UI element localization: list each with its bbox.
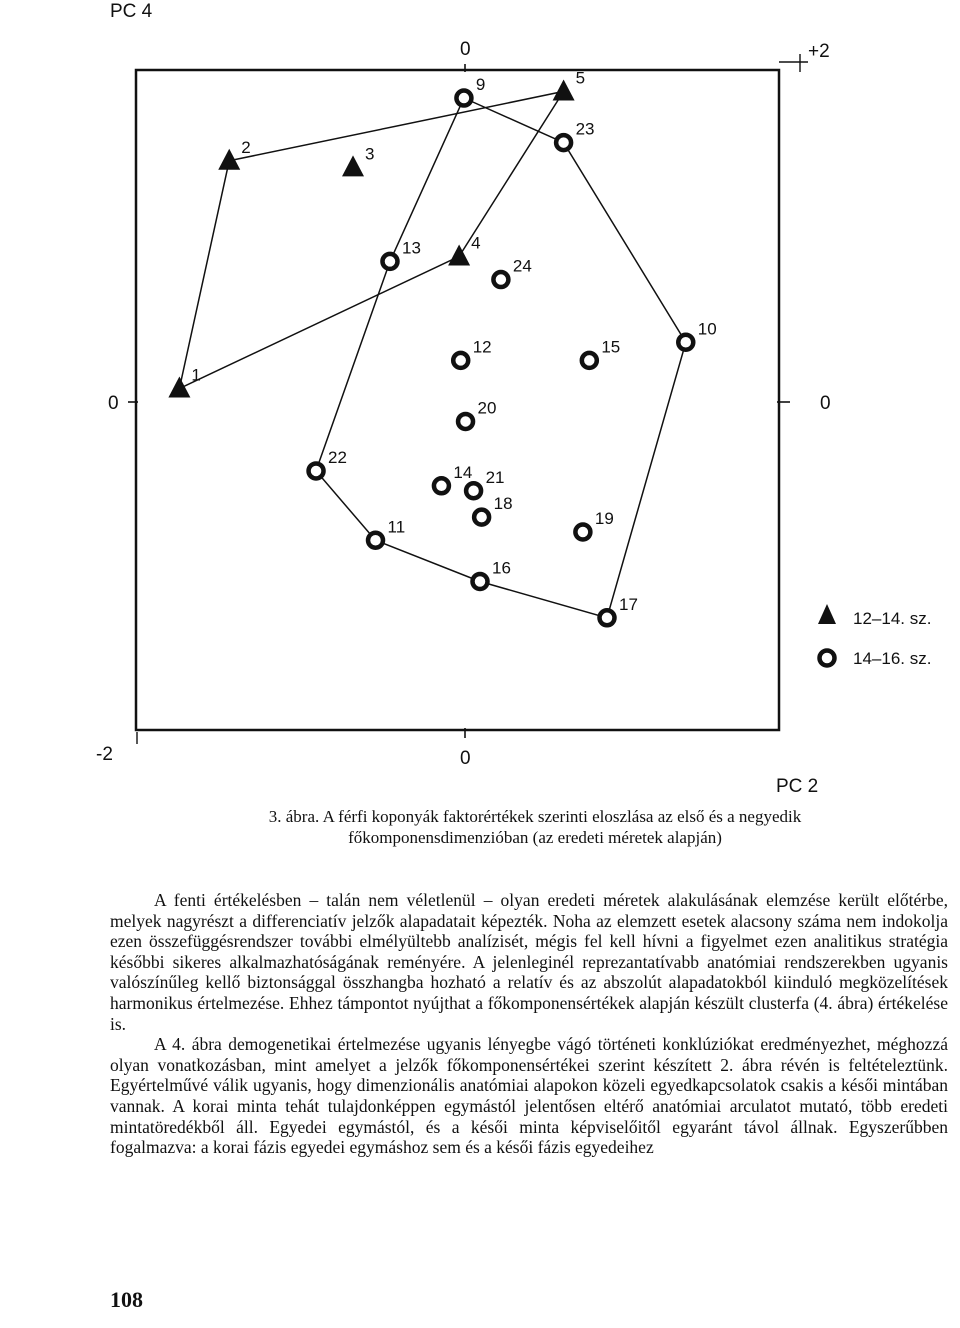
point-14: [434, 478, 449, 493]
point-label-13: 13: [401, 238, 421, 258]
point-13: [382, 254, 397, 269]
point-11: [368, 533, 383, 548]
point-label-4: 4: [471, 233, 481, 253]
point-label-3: 3: [365, 144, 375, 164]
point-label-24: 24: [512, 256, 532, 276]
point-label-20: 20: [477, 398, 497, 418]
point-label-22: 22: [328, 447, 347, 467]
legend-triangle-icon: [818, 604, 836, 624]
point-label-16: 16: [492, 558, 511, 578]
legend-label-triangle: 12–14. sz.: [853, 609, 932, 628]
data-points: [168, 68, 716, 625]
bottom-left-label: -2: [96, 744, 113, 765]
point-5: [553, 79, 575, 100]
body-text: [110, 890, 948, 1158]
point-label-9: 9: [475, 75, 486, 95]
point-4: [448, 244, 470, 265]
figure-caption: [190, 806, 880, 848]
top-right-label: +2: [808, 41, 830, 62]
point-9: [456, 91, 471, 106]
point-label-23: 23: [575, 119, 595, 139]
caption-line-1: 3. ábra. A férfi koponyák faktorértékek szerinti eloszlása az első és a negyedik: [268, 807, 802, 826]
legend: [818, 604, 931, 668]
point-label-1: 1: [191, 365, 201, 385]
left-zero-label: 0: [108, 393, 119, 414]
point-15: [582, 353, 597, 368]
legend-circle-icon: [820, 651, 835, 666]
hull-outline-1: [179, 91, 563, 388]
point-1: [168, 376, 190, 397]
x-axis-label: PC 2: [776, 776, 819, 797]
figure-header-label: PC 4: [110, 1, 153, 22]
point-label-21: 21: [485, 467, 505, 487]
point-23: [556, 135, 571, 150]
point-label-10: 10: [697, 319, 717, 339]
point-17: [599, 610, 614, 625]
point-label-12: 12: [472, 337, 492, 357]
point-label-17: 17: [618, 594, 638, 614]
point-21: [466, 483, 481, 498]
caption-line-2: főkomponensdimenzióban (az eredeti méretek alapján): [348, 828, 722, 847]
point-12: [453, 353, 468, 368]
point-label-19: 19: [594, 509, 614, 528]
point-label-15: 15: [601, 337, 621, 357]
point-24: [493, 272, 508, 287]
top-zero-label: 0: [460, 39, 471, 60]
point-label-18: 18: [493, 494, 513, 514]
legend-label-circle: 14–16. sz.: [853, 649, 932, 668]
point-20: [458, 414, 473, 429]
point-22: [309, 463, 324, 478]
point-label-2: 2: [241, 137, 251, 157]
point-18: [474, 510, 489, 525]
point-10: [678, 335, 693, 350]
point-label-5: 5: [575, 68, 586, 88]
point-3: [342, 155, 364, 176]
page-number: 108: [110, 1287, 143, 1312]
point-label-14: 14: [453, 462, 473, 482]
paragraph-1: A fenti értékelésben – talán nem véletlenül – olyan eredeti méretek alakulásának elemzése került előtérbe, melyek nagyrészt a differenciatív jelzők alapadatait képezték. Noha az elemzett esetek alacsony száma nem indokolja ezen összefüggésrendszer további elmélyültebb analízisét, mégis fel kell hívni a figyelmet ezen analitikus stratégia későbbi sikeres alkalmazhatóságának reményére. A jelenleginél reprezantatívabb anatómiai rendszerekben ugyanis valószínűleg kellő biztonsággal összhangba hozható a relatív és az abszolút alapadatokból kiinduló megközelítések harmonikus értelmezése. Ehhez támpontot nyújthat a főkomponensértékek alapján készült clusterfa (4. ábra) értékelése is.: [110, 890, 948, 1034]
point-label-11: 11: [387, 517, 406, 537]
bottom-zero-label: 0: [460, 748, 471, 769]
paragraph-2: A 4. ábra demogenetikai értelmezése ugyanis lényegbe vágó történeti konklúziókat eredményezhet, méghozzá olyan vonatkozásban, mint amelyet a jelzők főkomponensértékei szerint készített 2. ábra révén is feltételeztünk. Egyértelművé válik ugyanis, hogy dimenzionális anatómiai alapokon közeli egyedkapcsolatok csakis a késői mintában vannak. A korai minta tehát tulajdonképpen egymástól jelentősen eltérő anatómiai arculatot mutató, több eredeti mintatöredékből áll. Egyedei egymástól, és a késői minta képviselőitől egyaránt távol állnak. Egyszerűbben fogalmazva: a korai fázis egyedei egymáshoz sem és a késői fázis egyedeihez: [110, 1034, 948, 1158]
point-19: [575, 525, 590, 540]
right-zero-label: 0: [820, 393, 831, 414]
point-16: [473, 574, 488, 589]
